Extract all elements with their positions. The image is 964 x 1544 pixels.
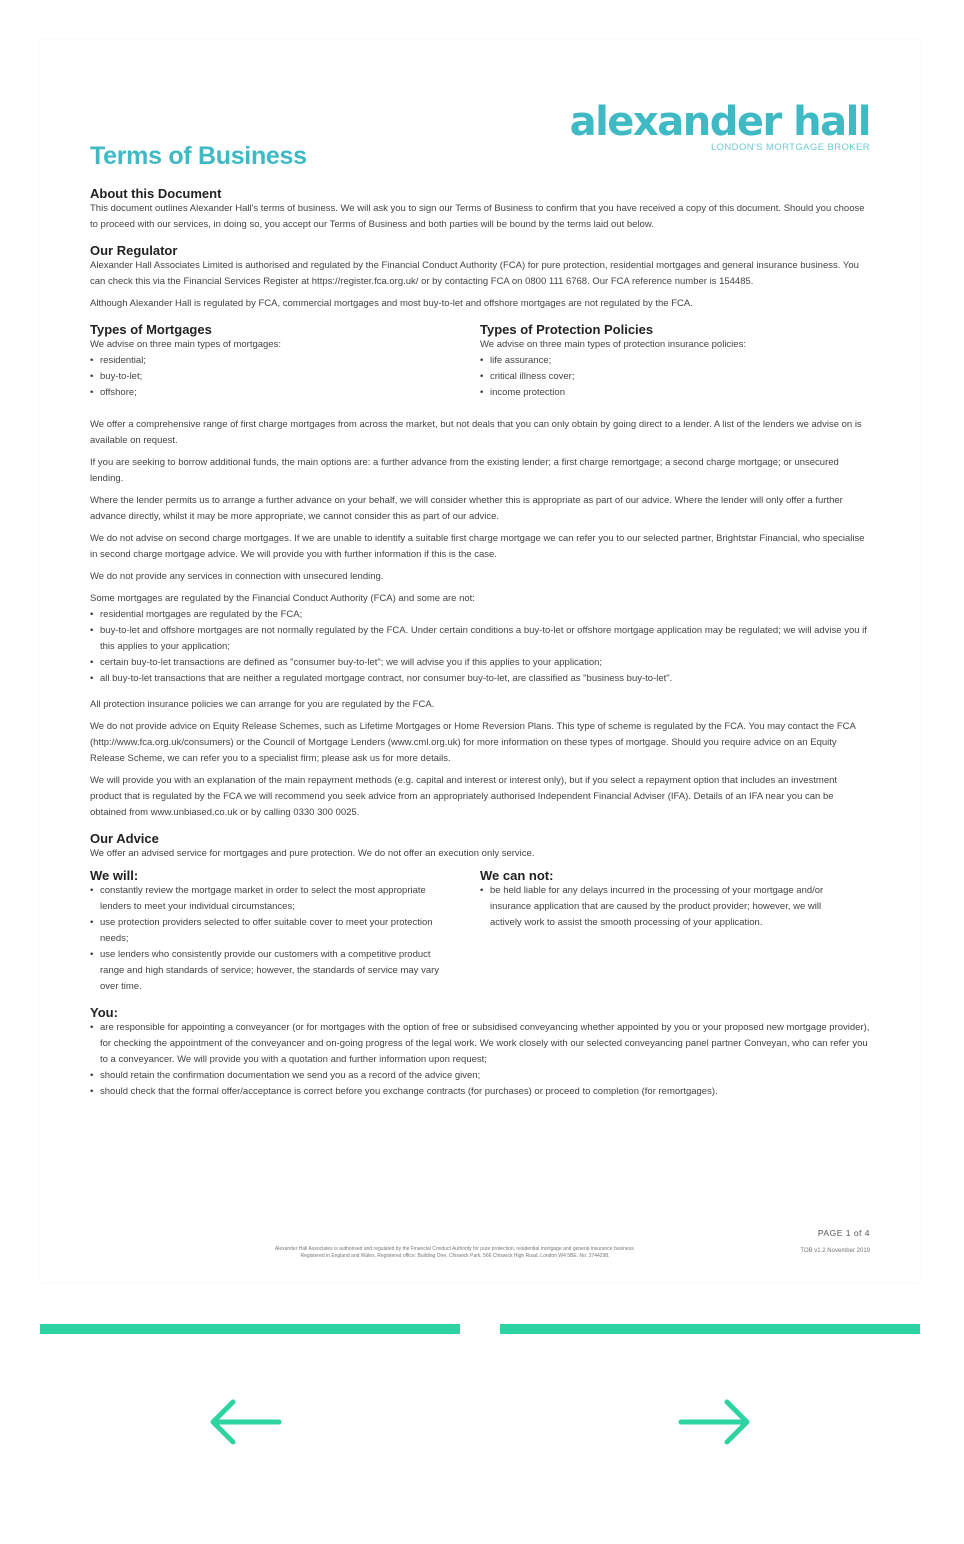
about-heading: About this Document: [90, 186, 222, 201]
regulator-heading: Our Regulator: [90, 243, 178, 258]
list-item: • offshore;: [90, 385, 480, 401]
legal-line: Alexander Hall Associates is authorised and regulated by the Financial Conduct Authority for pure protection, residential mortgage and general insurance business.: [274, 1246, 636, 1252]
logo: [570, 100, 870, 153]
mortgages-intro: We advise on three main types of mortgages:: [90, 339, 281, 350]
list-item: • buy-to-let;: [90, 369, 480, 385]
we-will-list: [90, 883, 446, 995]
page-footer: [90, 1228, 870, 1268]
we-cannot-heading: We can not:: [480, 868, 554, 883]
body-paragraph: We will provide you with an explanation of the main repayment methods (e.g. capital and interest or interest only), but if you select a repayment option that includes an investment product that is regulated by the FCA we will recommend you seek advice from an appropriately authorised Independent Financial Adviser (IFA). Details of an IFA near you can be obtained from www.unbiased.co.uk or by calling 0330 300 0025.: [90, 775, 838, 818]
about-text: This document outlines Alexander Hall's terms of business. We will ask you to sign our Terms of Business to confirm that you have received a copy of this document. Should you choose to proceed with our services, in doing so, you accept our Terms of Business and both parties will be bound by the terms laid out below.: [90, 203, 865, 230]
we-cannot-column: [480, 868, 836, 995]
regulator-note: Although Alexander Hall is regulated by FCA, commercial mortgages and most buy-to-let and offshore mortgages are not regulated by the FCA.: [90, 298, 693, 309]
list-item: • residential;: [90, 353, 480, 369]
list-item: • constantly review the mortgage market in order to select the most appropriate lenders to meet your individual circumstances;: [90, 883, 446, 915]
document-page: [40, 40, 920, 1282]
body-paragraph: We offer a comprehensive range of first charge mortgages from across the market, but not deals that you can only obtain by going direct to a lender. A list of the lenders we advise on is available on request.: [90, 419, 862, 446]
body-paragraph: We do not provide advice on Equity Release Schemes, such as Lifetime Mortgages or Home Reversion Plans. This type of scheme is regulated by the FCA. You may contact the FCA (http://www.fca.org.uk/consumers) or the Council of Mortgage Lenders (www.cml.org.uk) for more information on these types of mortgage. Should you require advice on an Equity Release Scheme, we can refer you to a specialist firm; please ask us for more details.: [90, 721, 856, 764]
progress-bar-right: [500, 1324, 920, 1334]
we-will-heading: We will:: [90, 868, 139, 883]
you-list: [90, 1020, 870, 1100]
list-item: • life assurance;: [480, 353, 870, 369]
list-item: • should retain the confirmation documentation we send you as a record of the advice given;: [90, 1068, 870, 1084]
list-item: • certain buy-to-let transactions are defined as "consumer buy-to-let"; we will advise you if this applies to your application;: [90, 655, 870, 671]
commitments-section: [90, 868, 870, 995]
list-item: • be held liable for any delays incurred in the processing of your mortgage and/or insurance application that are caused by the product provider; however, we will actively work to assist the smooth processing of your application.: [480, 883, 836, 931]
body-paragraph: We do not advise on second charge mortgages. If we are unable to identify a suitable first charge mortgage we can refer you to our selected partner, Brightstar Financial, who specialise in second charge mortgage advice. We will provide you with further information if this is the case.: [90, 533, 865, 560]
progress-bar-left: [40, 1324, 460, 1334]
list-item: • are responsible for appointing a conveyancer (or for mortgages with the option of free or subsidised conveyancing whether appointed by you or your proposed new mortgage provider), for checking the appointment of the conveyancer and on-going progress of the legal work. We work closely with our selected conveyancing panel partner Conveyan, who can refer you to a conveyancer. We will provide you with a quotation and further information upon request;: [90, 1020, 870, 1068]
legal-line: Registered in England and Wales, Registered office: Building One, Chiswick Park, 566 Chiswick High Road, London W4 5BE. No: 3744298.: [300, 1253, 610, 1259]
we-will-column: [90, 868, 446, 995]
mortgages-list: [90, 353, 480, 401]
list-item: • use protection providers selected to offer suitable cover to meet your protection needs;: [90, 915, 446, 947]
list-item: • should check that the formal offer/acceptance is correct before you exchange contracts (for purchases) or proceed to completion (for remortgages).: [90, 1084, 870, 1100]
page-title: Terms of Business: [90, 142, 307, 170]
protection-list: [480, 353, 870, 401]
advice-text: We offer an advised service for mortgages and pure protection. We do not offer an execution only service.: [90, 848, 535, 859]
body-paragraph: We do not provide any services in connection with unsecured lending.: [90, 571, 384, 582]
list-item: • critical illness cover;: [480, 369, 870, 385]
list-item: • residential mortgages are regulated by the FCA;: [90, 607, 870, 623]
list-item: • use lenders who consistently provide our customers with a competitive product range and high standards of service; however, the standards of service may vary over time.: [90, 947, 446, 995]
protection-intro: We advise on three main types of protection insurance policies:: [480, 339, 746, 350]
we-cannot-list: [480, 883, 836, 931]
logo-name: alexander hall: [569, 99, 870, 145]
arrow-left-icon: [207, 1398, 283, 1446]
next-page-button[interactable]: [675, 1392, 755, 1452]
arrow-right-icon: [677, 1398, 753, 1446]
body-paragraph: If you are seeking to borrow additional funds, the main options are: a further advance from the existing lender; a first charge remortgage; a second charge mortgage; or unsecured lending.: [90, 457, 839, 484]
body-paragraph: Some mortgages are regulated by the Financial Conduct Authority (FCA) and some are not:: [90, 593, 475, 604]
logo-tagline: LONDON'S MORTGAGE BROKER: [710, 142, 870, 153]
previous-page-button[interactable]: [205, 1392, 285, 1452]
mortgages-column: [90, 322, 480, 401]
types-section: [90, 322, 870, 401]
advice-heading: Our Advice: [90, 831, 159, 846]
page-number: PAGE 1 of 4: [817, 1228, 870, 1238]
protection-heading: Types of Protection Policies: [480, 322, 654, 337]
list-item: • income protection: [480, 385, 870, 401]
list-item: • buy-to-let and offshore mortgages are not normally regulated by the FCA. Under certain conditions a buy-to-let or offshore mortgage application may be regulated; we will advise you if this applies to your application;: [90, 623, 870, 655]
document-reference: TOB v1.2 November 2019: [800, 1248, 870, 1254]
body-paragraph: All protection insurance policies we can arrange for you are regulated by the FCA.: [90, 699, 435, 710]
regulator-text: Alexander Hall Associates Limited is authorised and regulated by the Financial Conduct Authority (FCA) for pure protection, residential mortgages and general insurance business. You can check this via the Financial Services Register at https://register.fca.org.uk/ or by contacting FCA on 0800 111 6768. Our FCA reference number is 154485.: [90, 260, 859, 287]
protection-column: [480, 322, 870, 401]
body-paragraph: Where the lender permits us to arrange a further advance on your behalf, we will consider whether this is appropriate as part of our advice. Where the lender will only offer a further advance directly, whilst it may be more appropriate, we cannot consider this as part of our advice.: [90, 495, 843, 522]
legal-text: [190, 1246, 720, 1260]
list-item: • all buy-to-let transactions that are neither a regulated mortgage contract, nor consumer buy-to-let, are classified as "business buy-to-let".: [90, 671, 870, 687]
regulation-list: [90, 607, 870, 687]
document-content: [90, 186, 870, 1100]
mortgages-heading: Types of Mortgages: [90, 322, 212, 337]
you-heading: You:: [90, 1005, 118, 1020]
